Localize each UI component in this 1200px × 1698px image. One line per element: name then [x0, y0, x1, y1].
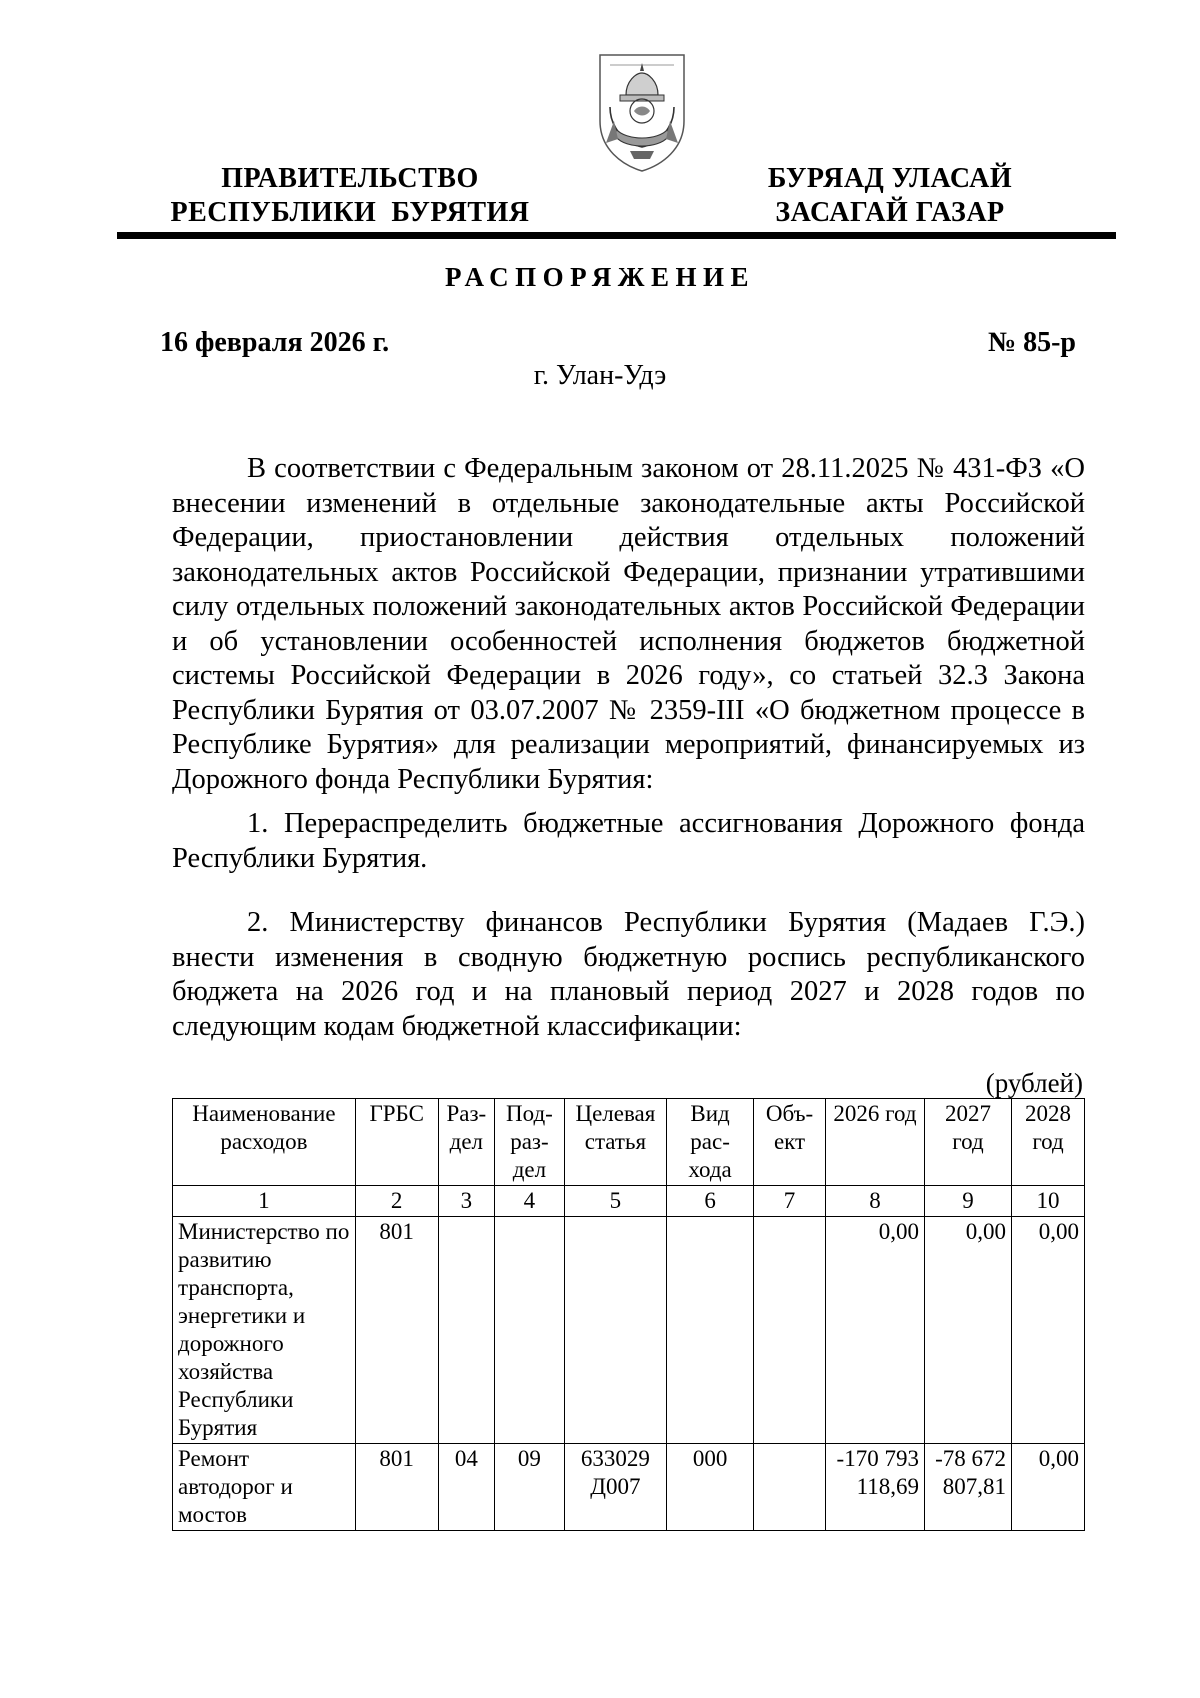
header-grbs: ГРБС [355, 1099, 438, 1186]
intro-paragraph: В соответствии с Федеральным законом от 28.11.2025 № 431-ФЗ «О внесении изменений в отдельные законодательные акты Российской Федерации, приостановлении действия отдельных положений законодательных актов Российской Федерации, признании утратившими силу отдельных положений законодательных актов Российской Федерации и об установлении особенностей исполнения бюджетов бюджетной системы Российской Федерации в 2026 году», со статьей 32.3 Закона Республики Бурятия от 03.07.2007 № 2359-III «О бюджетном процессе в Республике Бурятия» для реализации мероприятий, финансируемых из Дорожного фонда Республики Бурятия: [172, 453, 1085, 795]
col-number: 5 [564, 1186, 666, 1217]
header-left [160, 162, 540, 230]
header-divider [117, 232, 1116, 239]
table-row [173, 1217, 1085, 1444]
col-number: 8 [825, 1186, 924, 1217]
col-number: 3 [438, 1186, 495, 1217]
header-name: Наименование расходов [173, 1099, 356, 1186]
col-number: 7 [754, 1186, 826, 1217]
cell-2026: -170 793 118,69 [825, 1444, 924, 1531]
cell-podrazdel [495, 1217, 565, 1444]
header-right [740, 162, 1040, 230]
table-unit: (рублей) [985, 1068, 1083, 1098]
cell-grbs: 801 [355, 1444, 438, 1531]
document-city: г. Улан-Удэ [533, 360, 667, 391]
header-obekt: Объ-ект [754, 1099, 826, 1186]
cell-2028: 0,00 [1012, 1444, 1085, 1531]
cell-grbs: 801 [355, 1217, 438, 1444]
header-vid: Вид рас-хода [667, 1099, 754, 1186]
col-number: 9 [924, 1186, 1011, 1217]
cell-vid: 000 [667, 1444, 754, 1531]
col-number: 2 [355, 1186, 438, 1217]
table-number-row [173, 1186, 1085, 1217]
header-2026: 2026 год [825, 1099, 924, 1186]
header-left-line1: ПРАВИТЕЛЬСТВО [221, 163, 479, 194]
col-number: 6 [667, 1186, 754, 1217]
cell-razdel: 04 [438, 1444, 495, 1531]
cell-obekt [754, 1444, 826, 1531]
cell-obekt [754, 1217, 826, 1444]
cell-name: Ремонт автодорог и мостов [173, 1444, 356, 1531]
budget-table [172, 1098, 1085, 1531]
cell-razdel [438, 1217, 495, 1444]
cell-vid [667, 1217, 754, 1444]
col-number: 10 [1012, 1186, 1085, 1217]
header-podrazdel: Под-раз-дел [495, 1099, 565, 1186]
cell-celevaya [564, 1217, 666, 1444]
document-date: 16 февраля 2026 г. [160, 327, 390, 358]
header-right-line2: ЗАСАГАЙ ГАЗАР [775, 197, 1005, 228]
table-row [173, 1444, 1085, 1531]
header-razdel: Раз-дел [438, 1099, 495, 1186]
cell-celevaya: 633029 Д007 [564, 1444, 666, 1531]
coat-of-arms-icon [596, 51, 688, 173]
document-type: РАСПОРЯЖЕНИЕ [444, 262, 756, 292]
header-celevaya: Целевая статья [564, 1099, 666, 1186]
cell-name: Министерство по развитию транспорта, энергетики и дорожного хозяйства Республики Бурятия [173, 1217, 356, 1444]
col-number: 1 [173, 1186, 356, 1217]
cell-2027: 0,00 [924, 1217, 1011, 1444]
document-number: № 85-р [987, 327, 1076, 358]
item-2-paragraph: 2. Министерству финансов Республики Бурятия (Мадаев Г.Э.) внести изменения в сводную бюджетную роспись республиканского бюджета на 2026 год и на плановый период 2027 и 2028 годов по следующим кодам бюджетной классификации: [172, 907, 1085, 1042]
cell-podrazdel: 09 [495, 1444, 565, 1531]
item-1-paragraph: 1. Перераспределить бюджетные ассигнования Дорожного фонда Республики Бурятия. [172, 808, 1085, 874]
table-header-row [173, 1099, 1085, 1186]
header-left-line2: РЕСПУБЛИКИ БУРЯТИЯ [170, 197, 530, 228]
header-2027: 2027 год [924, 1099, 1011, 1186]
cell-2027: -78 672 807,81 [924, 1444, 1011, 1531]
cell-2026: 0,00 [825, 1217, 924, 1444]
cell-2028: 0,00 [1012, 1217, 1085, 1444]
col-number: 4 [495, 1186, 565, 1217]
header-2028: 2028 год [1012, 1099, 1085, 1186]
header-right-line1: БУРЯАД УЛАСАЙ [767, 163, 1013, 194]
